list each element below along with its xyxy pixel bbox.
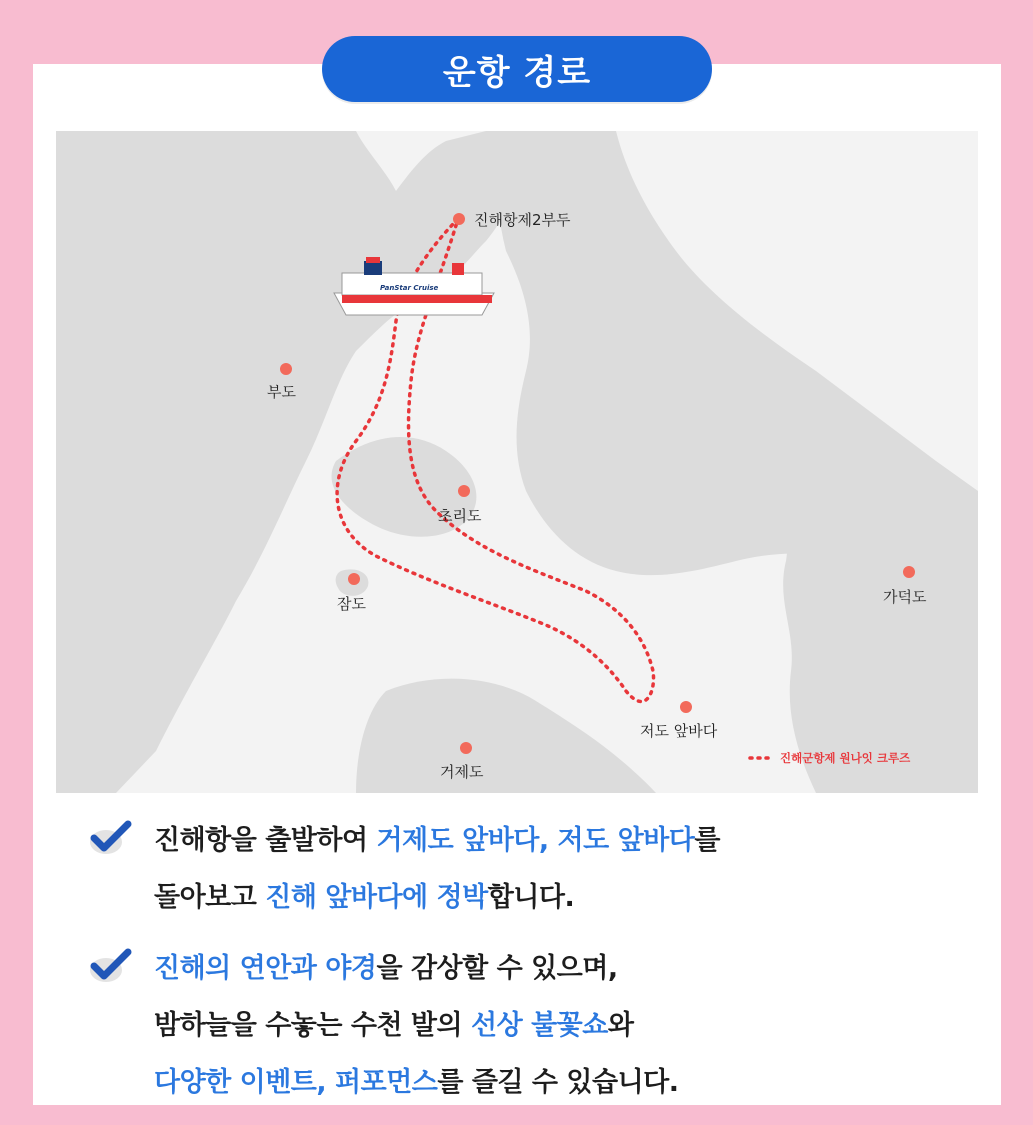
route-map-svg <box>56 131 978 793</box>
label-jeodo: 저도 앞바다 <box>640 722 718 740</box>
note-text-run: 을 감상할 수 있으며, <box>376 953 618 984</box>
location-dot-icon <box>903 566 915 578</box>
note-text-run: 와 <box>607 1010 634 1041</box>
note-text-run: 돌아보고 <box>154 882 266 913</box>
highlight-text: 진해의 연안과 야경 <box>154 953 377 984</box>
check-icon <box>88 818 132 858</box>
note-text-run: 를 즐길 수 있습니다. <box>437 1067 679 1098</box>
location-dot-icon <box>348 573 360 585</box>
ship-label: PanStar Cruise <box>380 284 439 292</box>
route-notes <box>88 812 968 1125</box>
route-map <box>56 131 978 793</box>
highlight-text: 다양한 이벤트, 퍼포먼스 <box>154 1067 438 1098</box>
note-item <box>88 940 968 1111</box>
highlight-text: 선상 불꽃쇼 <box>471 1010 608 1041</box>
note-text-run: 밤하늘을 수놓는 수천 발의 <box>154 1010 472 1041</box>
check-icon <box>88 946 132 986</box>
highlight-text: 진해 앞바다에 정박 <box>265 882 488 913</box>
label-budo: 부도 <box>267 383 296 401</box>
note-text-run: 진해항을 출발하여 <box>154 825 377 856</box>
note-item <box>88 812 968 926</box>
label-chorido: 초리도 <box>438 507 482 525</box>
highlight-text: 거제도 앞바다, 저도 앞바다 <box>376 825 695 856</box>
label-gadeokdo: 가덕도 <box>883 588 927 606</box>
location-dot-icon <box>458 485 470 497</box>
location-dot-icon <box>453 213 465 225</box>
note-text-run: 를 <box>694 825 720 856</box>
legend-label: 진해군항제 원나잇 크루즈 <box>780 751 911 765</box>
note-text <box>154 812 968 926</box>
page-title: 운항 경로 <box>322 36 712 102</box>
location-dot-icon <box>460 742 472 754</box>
location-dot-icon <box>680 701 692 713</box>
note-text <box>154 940 968 1111</box>
label-geojedo: 거제도 <box>440 763 484 781</box>
label-pier: 진해항제2부두 <box>474 211 571 229</box>
note-text-run: 합니다. <box>487 882 575 913</box>
location-dot-icon <box>280 363 292 375</box>
label-jamdo: 잠도 <box>337 595 366 613</box>
